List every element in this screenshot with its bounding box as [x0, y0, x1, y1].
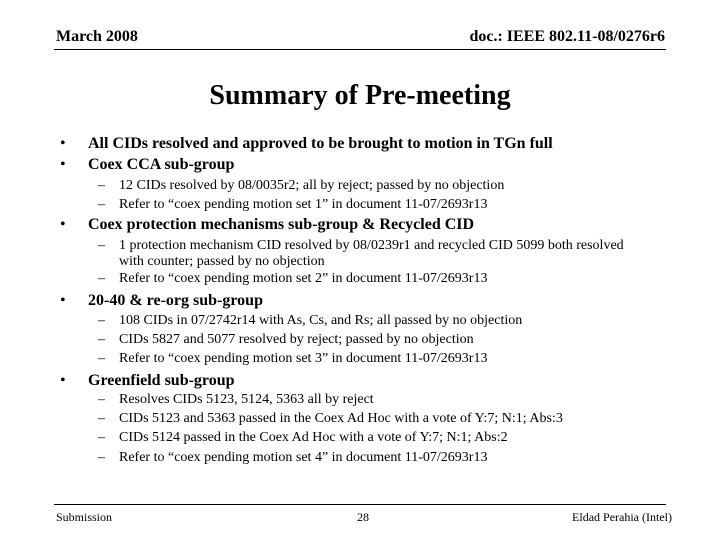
sub-bullet-text: CIDs 5124 passed in the Coex Ad Hoc with a vote of Y:7; N:1; Abs:2 [119, 430, 508, 445]
bullet-text: All CIDs resolved and approved to be brought to motion in TGn full [88, 135, 553, 152]
sub-bullet-text: Refer to “coex pending motion set 4” in document 11-07/2693r13 [119, 450, 488, 465]
sub-bullet-text: 1 protection mechanism CID resolved by 08/0239r1 and recycled CID 5099 both resolved with counter; passed by no objection [119, 238, 624, 269]
bullet-marker: • [60, 216, 66, 233]
footer-author: Eldad Perahia (Intel) [572, 510, 672, 524]
header-rule [54, 49, 666, 50]
sub-bullet-marker: – [98, 178, 105, 193]
sub-bullet-marker: – [98, 332, 105, 347]
sub-bullet-marker: – [98, 351, 105, 366]
sub-bullet-text: Refer to “coex pending motion set 3” in document 11-07/2693r13 [119, 351, 488, 366]
footer-submission: Submission [56, 510, 113, 524]
footer-rule [54, 504, 666, 505]
bullet-marker: • [60, 292, 66, 309]
footer-page-number: 28 [357, 510, 369, 524]
sub-bullet-text: Refer to “coex pending motion set 2” in document 11-07/2693r13 [119, 271, 488, 286]
sub-bullet-marker: – [98, 430, 105, 445]
sub-bullet-marker: – [98, 313, 105, 328]
sub-bullet-text: CIDs 5123 and 5363 passed in the Coex Ad Hoc with a vote of Y:7; N:1; Abs:3 [119, 411, 563, 426]
bullet-marker: • [60, 135, 66, 152]
sub-bullet-marker: – [98, 238, 105, 253]
bullet-marker: • [60, 156, 66, 173]
bullet-text: Coex CCA sub-group [88, 156, 235, 173]
header-doc-id: doc.: IEEE 802.11-08/0276r6 [469, 28, 665, 45]
sub-bullet-marker: – [98, 450, 105, 465]
sub-bullet-text: CIDs 5827 and 5077 resolved by reject; passed by no objection [119, 332, 474, 347]
sub-bullet-marker: – [98, 197, 105, 212]
header-date: March 2008 [56, 28, 138, 45]
sub-bullet-text: Refer to “coex pending motion set 1” in document 11-07/2693r13 [119, 197, 488, 212]
sub-bullet-text: 12 CIDs resolved by 08/0035r2; all by reject; passed by no objection [119, 178, 505, 193]
sub-bullet-marker: – [98, 411, 105, 426]
sub-bullet-text: 108 CIDs in 07/2742r14 with As, Cs, and Rs; all passed by no objection [119, 313, 523, 328]
sub-bullet-text: Resolves CIDs 5123, 5124, 5363 all by reject [119, 392, 374, 407]
bullet-marker: • [60, 372, 66, 389]
bullet-text: 20-40 & re-org sub-group [88, 292, 263, 309]
sub-bullet-marker: – [98, 271, 105, 286]
sub-bullet-marker: – [98, 392, 105, 407]
bullet-text: Greenfield sub-group [88, 372, 235, 389]
slide-title: Summary of Pre-meeting [209, 80, 511, 111]
bullet-text: Coex protection mechanisms sub-group & Recycled CID [88, 216, 475, 233]
